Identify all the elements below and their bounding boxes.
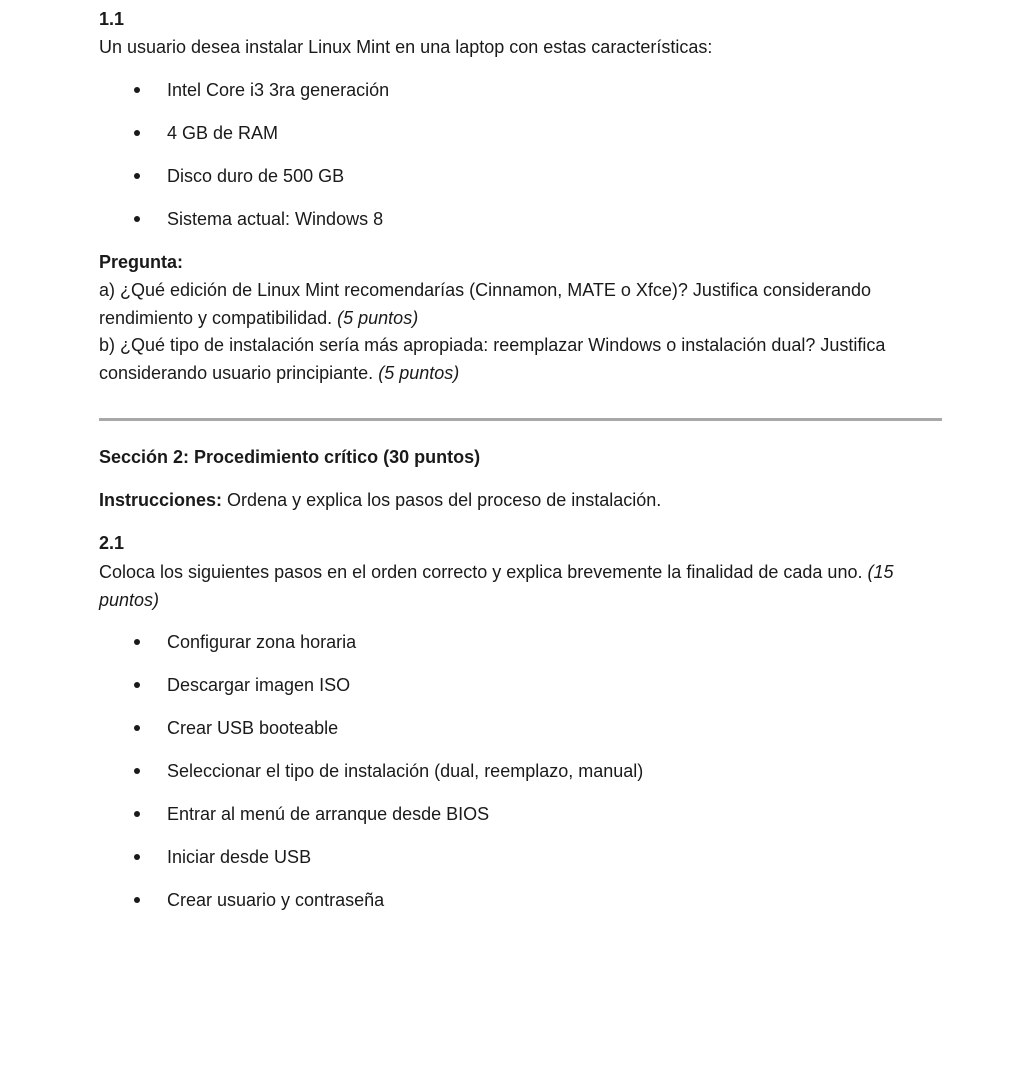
list-item: Descargar imagen ISO [99,673,643,716]
question-b [99,331,885,387]
question-number-1-1: 1.1 [99,9,125,29]
instructions [99,488,661,512]
list-item: Entrar al menú de arranque desde BIOS [99,802,643,845]
task-text [99,558,894,614]
question-b-text: considerando usuario principiante. [99,363,374,383]
task-line1-text: Coloca los siguientes pasos en el orden correcto y explica brevemente la finalidad de cada uno. [99,562,863,582]
horizontal-divider [99,418,942,421]
question-label: Pregunta: [99,252,184,272]
list-item: Iniciar desde USB [99,845,643,888]
question-a-line1: a) ¿Qué edición de Linux Mint recomendarías (Cinnamon, MATE o Xfce)? Justifica considerando [99,280,872,300]
list-item: Sistema actual: Windows 8 [99,207,389,250]
list-item: Intel Core i3 3ra generación [99,78,389,121]
question-a-points: (5 puntos) [337,308,419,328]
question-a-text: rendimiento y compatibilidad. [99,308,333,328]
list-item: Disco duro de 500 GB [99,164,389,207]
specs-list [99,78,389,250]
question-b-line2 [99,359,885,387]
question-b-line1: b) ¿Qué tipo de instalación sería más apropiada: reemplazar Windows o instalación dual? Justifica [99,335,886,355]
list-item: Configurar zona horaria [99,630,643,673]
list-item: Crear usuario y contraseña [99,888,643,931]
question-a-line2 [99,304,871,332]
task-points-open: (15 [867,562,894,582]
task-points-close: puntos) [99,590,160,610]
instructions-label: Instrucciones: [99,490,223,510]
task-line1 [99,558,894,586]
question-number-2-1: 2.1 [99,533,125,553]
list-item: Crear USB booteable [99,716,643,759]
question-intro: Un usuario desea instalar Linux Mint en una laptop con estas características: [99,37,713,57]
instructions-text: Ordena y explica los pasos del proceso de instalación. [227,490,662,510]
section-2-heading: Sección 2: Procedimiento crítico (30 puntos) [99,447,481,467]
list-item: 4 GB de RAM [99,121,389,164]
list-item: Seleccionar el tipo de instalación (dual, reemplazo, manual) [99,759,643,802]
question-a [99,276,871,332]
question-b-points: (5 puntos) [378,363,460,383]
steps-list [99,630,643,931]
